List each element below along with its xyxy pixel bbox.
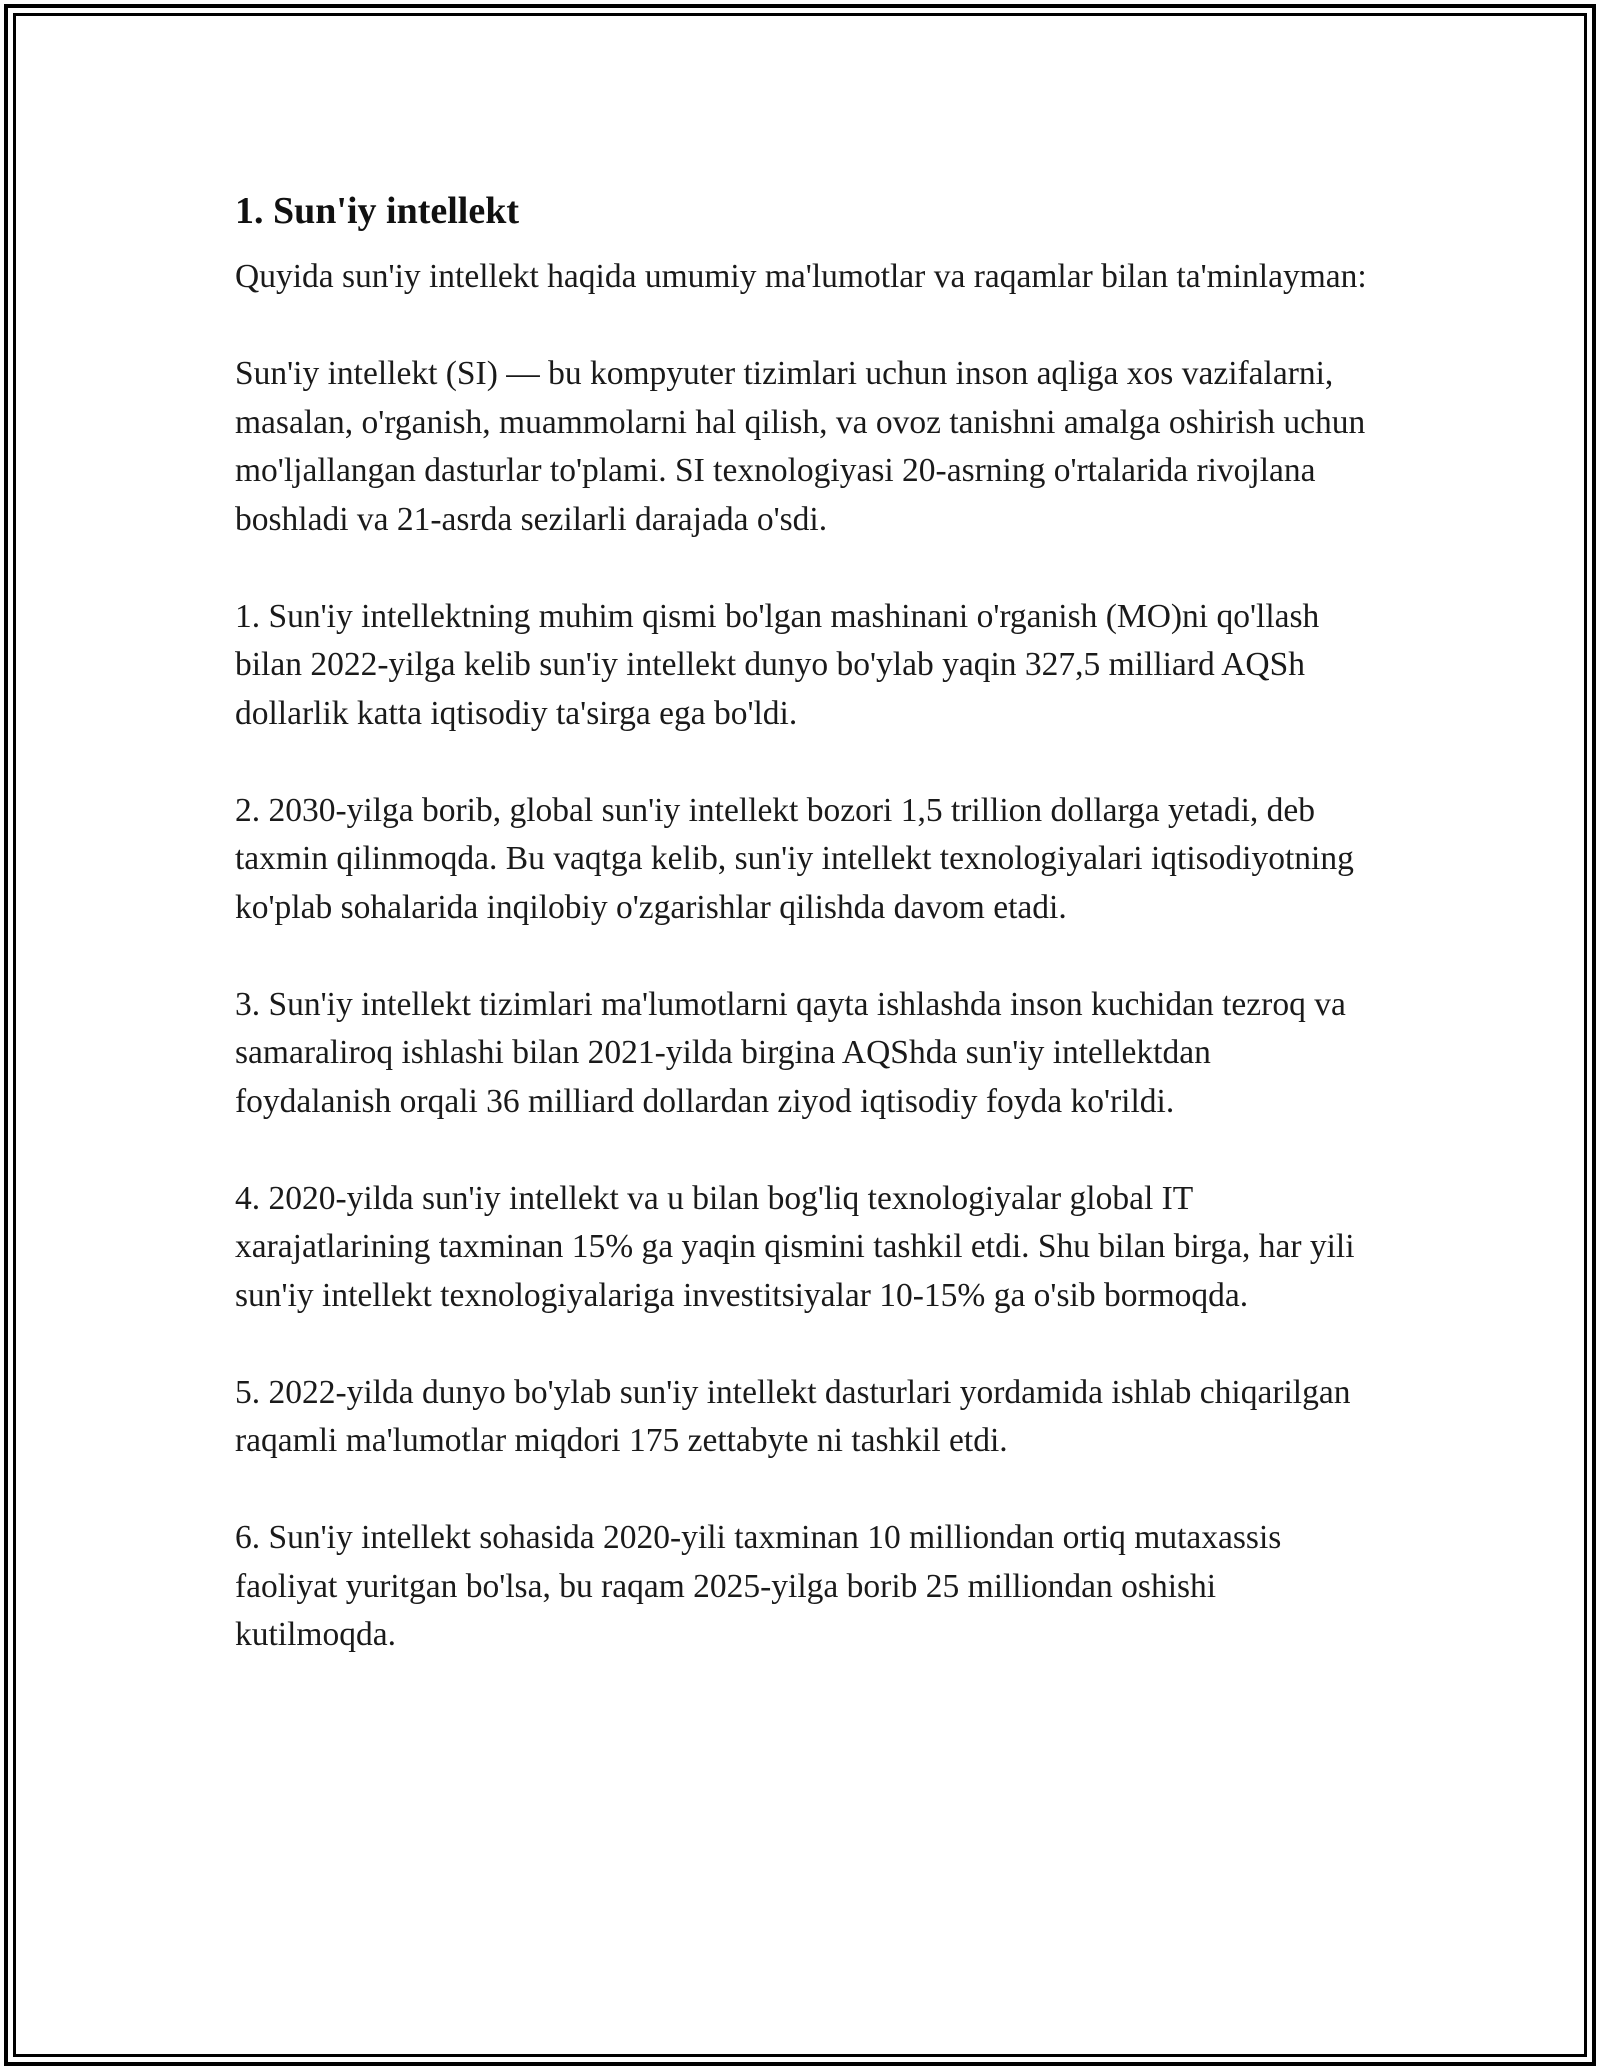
document-body [235,185,1375,1708]
fact-paragraph-3: 3. Sun'iy intellekt tizimlari ma'lumotlarni qayta ishlashda inson kuchidan tezroq va samaraliroq ishlashi bilan 2021-yilda birgina AQShda sun'iy intellektdan foydalanish orqali 36 milliard dollardan ziyod iqtisodiy foyda ko'rildi. [235,985,1346,1120]
intro-paragraph: Quyida sun'iy intellekt haqida umumiy ma'lumotlar va raqamlar bilan ta'minlayman: [235,258,1367,295]
definition-paragraph: Sun'iy intellekt (SI) — bu kompyuter tizimlari uchun inson aqliga xos vazifalarni, masalan, o'rganish, muammolarni hal qilish, va ovoz tanishni amalga oshirish uchun mo'ljallangan dasturlar to'plami. SI texnologiyasi 20-asrning o'rtalarida rivojlana boshladi va 21-asrda sezilarli darajada o'sdi. [235,355,1366,538]
fact-paragraph-1: 1. Sun'iy intellektning muhim qismi bo'lgan mashinani o'rganish (MO)ni qo'llash bilan 2022-yilga kelib sun'iy intellekt dunyo bo'ylab yaqin 327,5 milliard AQSh dollarlik katta iqtisodiy ta'sirga ega bo'ldi. [235,597,1320,732]
fact-paragraph-2: 2. 2030-yilga borib, global sun'iy intellekt bozori 1,5 trillion dollarga yetadi, deb taxmin qilinmoqda. Bu vaqtga kelib, sun'iy intellekt texnologiyalari iqtisodiyotning ko'plab sohalarida inqilobiy o'zgarishlar qilishda davom etadi. [235,791,1354,926]
fact-paragraph-6: 6. Sun'iy intellekt sohasida 2020-yili taxminan 10 milliondan ortiq mutaxassis faoliyat yuritgan bo'lsa, bu raqam 2025-yilga borib 25 milliondan oshishi kutilmoqda. [235,1519,1282,1653]
fact-paragraph-5: 5. 2022-yilda dunyo bo'ylab sun'iy intellekt dasturlari yordamida ishlab chiqarilgan raqamli ma'lumotlar miqdori 175 zettabyte ni tashkil etdi. [235,1373,1351,1459]
section-heading: 1. Sun'iy intellekt [235,190,519,232]
fact-paragraph-4: 4. 2020-yilda sun'iy intellekt va u bilan bog'liq texnologiyalar global IT xarajatlarining taxminan 15% ga yaqin qismini tashkil etdi. Shu bilan birga, har yili sun'iy intellekt texnologiyalariga investitsiyalar 10-15% ga o'sib bormoqda. [235,1179,1355,1314]
